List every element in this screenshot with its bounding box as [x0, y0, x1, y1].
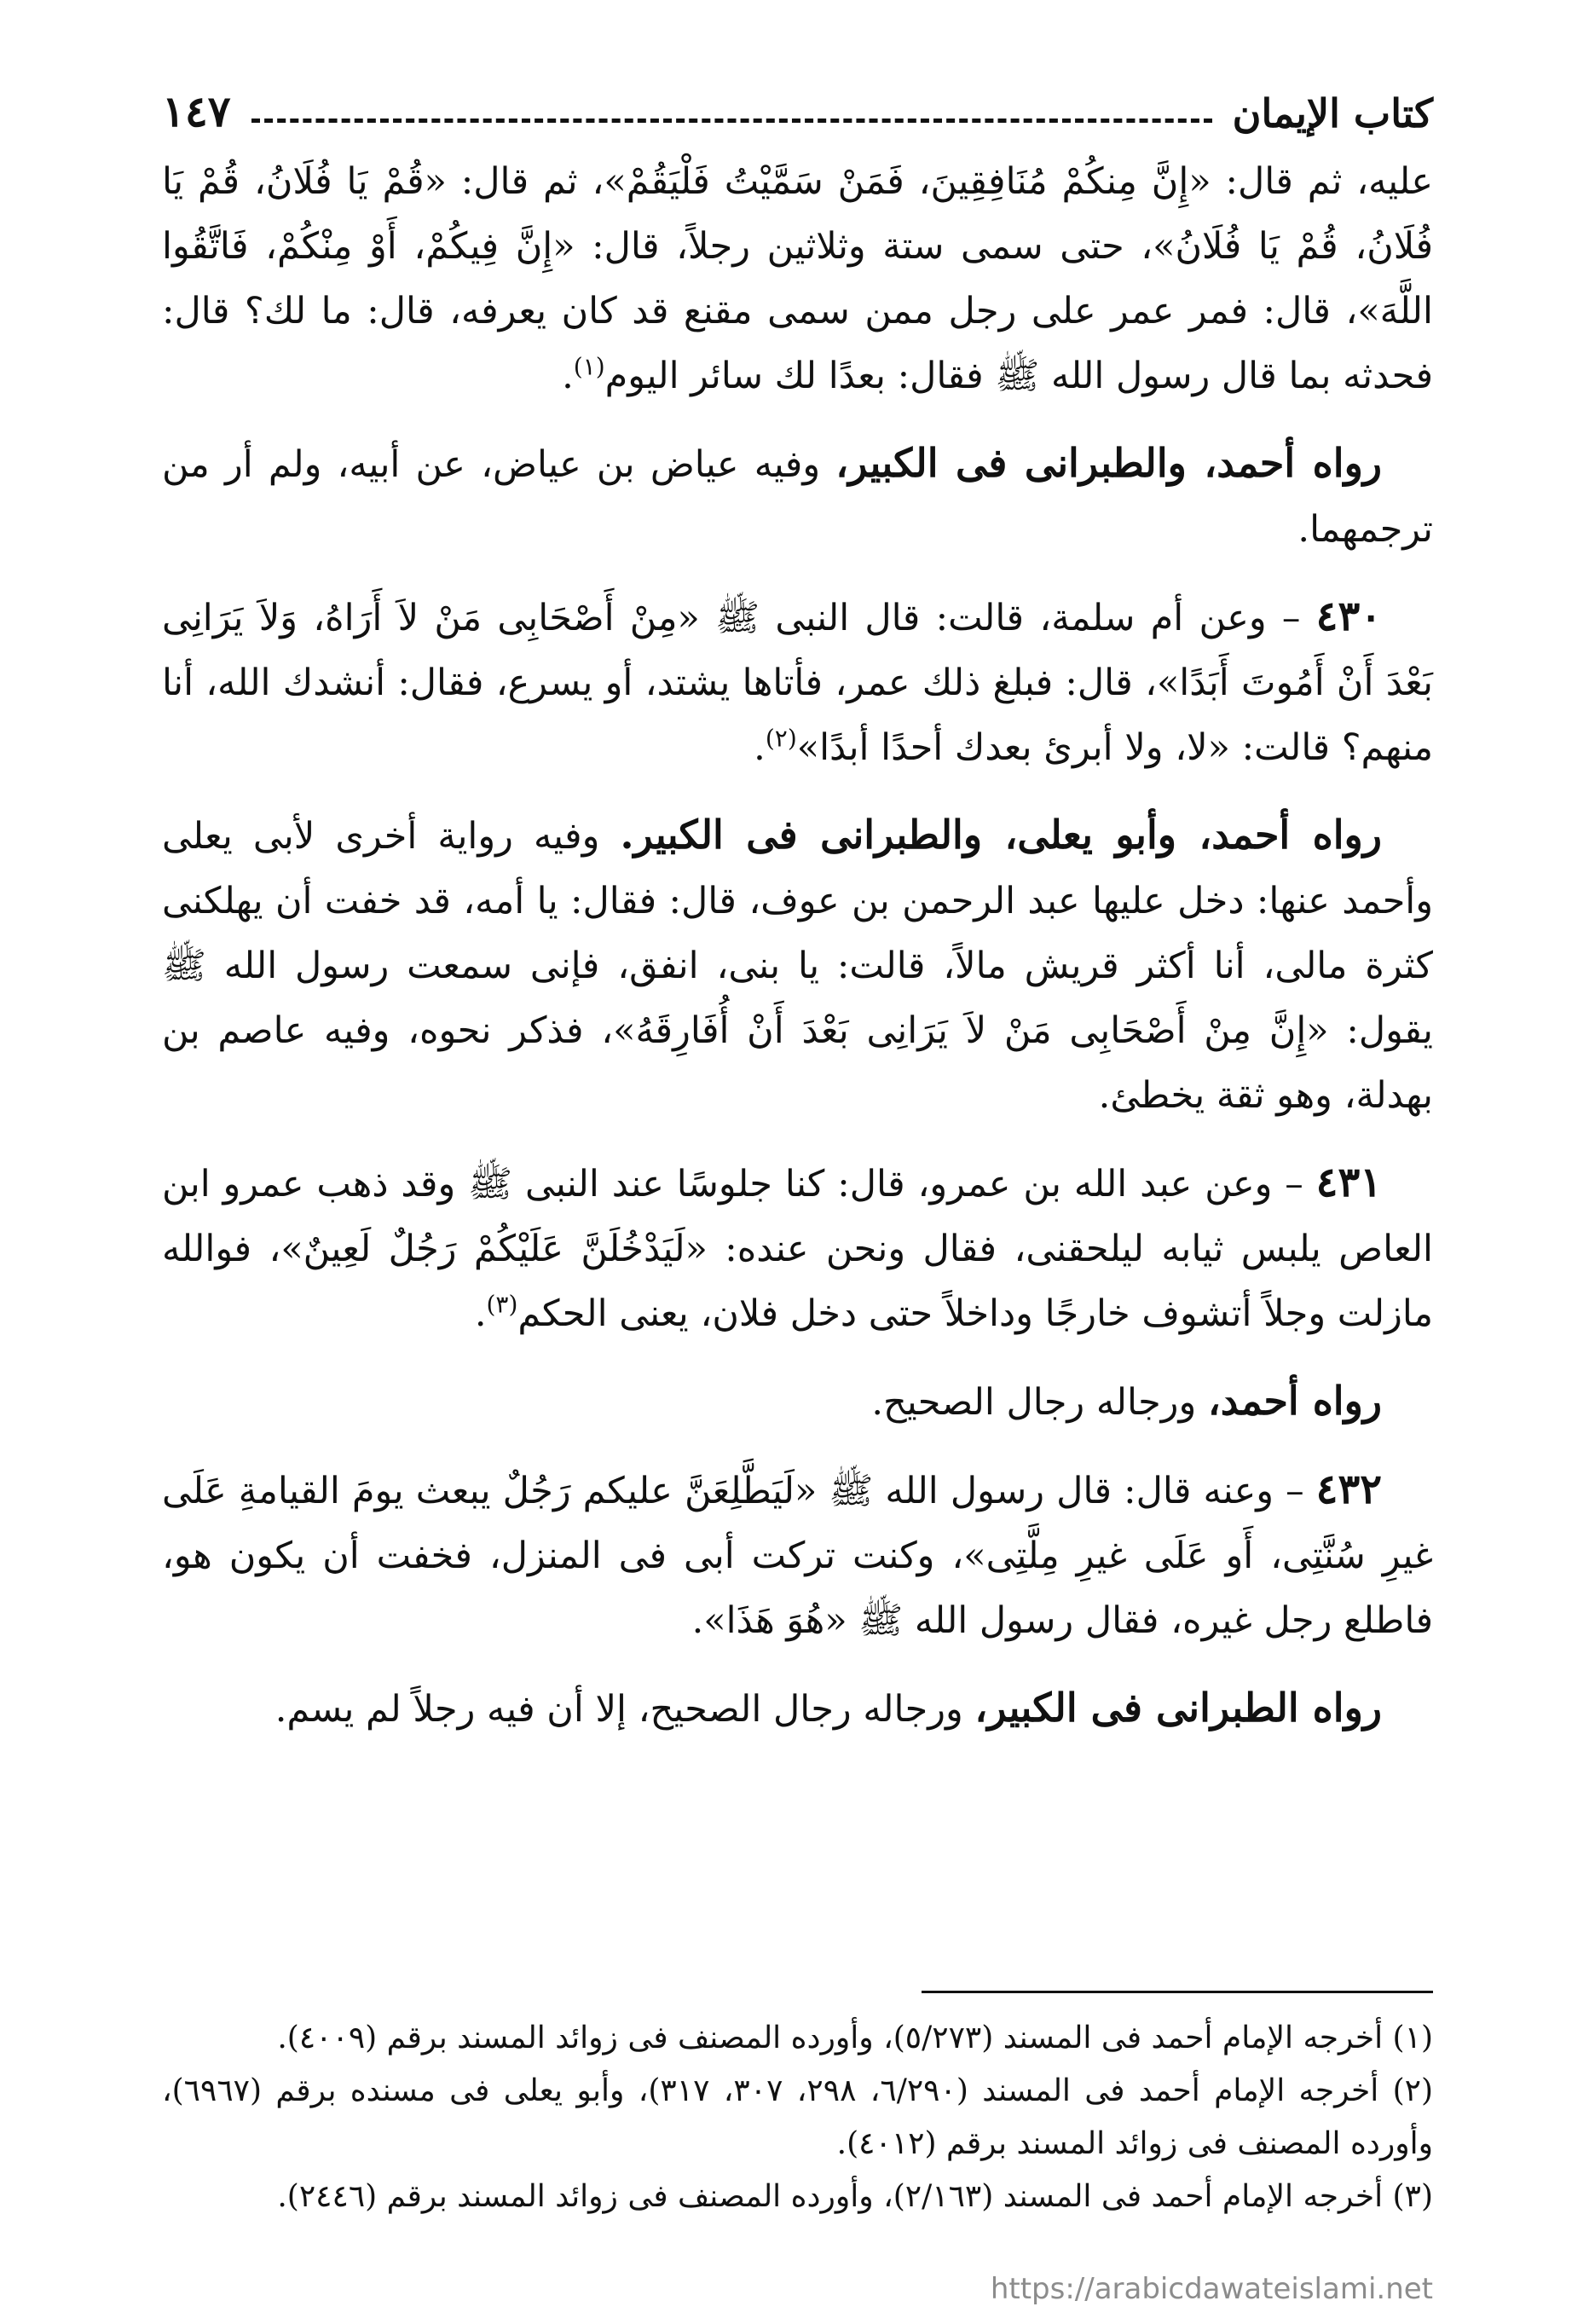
- hadith-number: ٤٣٠: [1315, 593, 1382, 640]
- paragraph-text: – وعن أم سلمة، قالت: قال النبى ﷺ «مِنْ أَصْحَابِى مَنْ لاَ أَرَاهُ، وَلاَ يَرَانِى بَعْدَ أَنْ أَمُوتَ أَبَدًا»، قال: فبلغ ذلك عمر، فأتاها يشتد، أو يسرع، فقال: أنشدك الله، أنا منهم؟ قالت: «لا، ولا أبرئ بعدك أحدًا أبدًا»: [162, 597, 1433, 769]
- citation-label: رواه أحمد، وأبو يعلى، والطبرانى فى الكبير.: [620, 812, 1382, 858]
- paragraph-end: .: [562, 355, 574, 397]
- header-dashed-rule: [251, 119, 1212, 123]
- source-watermark: https://arabicdawateislami.net: [990, 2272, 1433, 2306]
- paragraph-text: وفيه رواية أخرى لأبى يعلى وأحمد عنها: دخل عليها عبد الرحمن بن عوف، قال: فقال: يا أمه، قد خفت أن يهلكنى كثرة مالى، أنا أكثر قريش مالاً، قالت: يا بنى، انفق، فإنى سمعت رسول الله ﷺ يقول: «إِنَّ مِنْ أَصْحَابِى مَنْ لاَ يَرَانِى بَعْدَ أَنْ أُفَارِقَهُ»، فذكر نحوه، وفيه عاصم بن بهدلة، وهو ثقة يخطئ.: [162, 815, 1433, 1117]
- paragraph-text: وفيه عياض بن عياض، عن أبيه، ولم أر من ترجمهما.: [162, 443, 1433, 551]
- paragraph-citation: [162, 1368, 1433, 1435]
- hadith-430: [162, 584, 1433, 780]
- paragraph-end: .: [474, 1292, 487, 1335]
- paragraph-text: ورجاله رجال الصحيح، إلا أن فيه رجلاً لم يسم.: [275, 1688, 975, 1731]
- paragraph-text: – وعنه قال: قال رسول الله ﷺ «لَيَطَّلِعَنَّ عليكم رَجُلٌ يبعث يومَ القيامةِ عَلَى غيرِ سُنَّتِى، أَو عَلَى غيرِ مِلَّتِى»، وكنت تركت أبى فى المنزل، فخفت أن يكون هو، فاطلع رجل غيره، فقال رسول الله ﷺ «هُوَ هَذَا».: [162, 1470, 1433, 1642]
- footnote-marker: (٢): [765, 724, 797, 753]
- footnote-3: (٣) أخرجه الإمام أحمد فى المسند (٢/١٦٣)، وأورده المصنف فى زوائد المسند برقم (٢٤٤٦).: [277, 2179, 1433, 2214]
- page-header: [162, 68, 1433, 136]
- hadith-number: ٤٣١: [1315, 1159, 1382, 1206]
- paragraph-continuation: [162, 149, 1433, 408]
- citation-label: رواه أحمد،: [1207, 1378, 1382, 1424]
- footnote-marker: (٣): [486, 1290, 518, 1319]
- book-title: كتاب الإيمان: [1232, 90, 1433, 136]
- paragraph-citation: [162, 1675, 1433, 1742]
- paragraph-citation: [162, 431, 1433, 562]
- paragraph-text: عليه، ثم قال: «إِنَّ مِنكُمْ مُنَافِقِينَ، فَمَنْ سَمَّيْتُ فَلْيَقُمْ»، ثم قال: «قُمْ يَا فُلَانُ، قُمْ يَا فُلَانُ، قُمْ يَا فُلَانُ»، حتى سمى ستة وثلاثين رجلاً، قال: «إِنَّ فِيكُمْ، أَوْ مِنْكُمْ، فَاتَّقُوا اللَّهَ»، قال: فمر عمر على رجل ممن سمى مقنع قد كان يعرفه، قال: ما لك؟ قال: فحدثه بما قال رسول الله ﷺ فقال: بعدًا لك سائر اليوم: [162, 160, 1433, 397]
- citation-label: رواه أحمد، والطبرانى فى الكبير،: [835, 440, 1382, 486]
- paragraph-text: ورجاله رجال الصحيح.: [871, 1381, 1208, 1424]
- paragraph-text: – وعن عبد الله بن عمرو، قال: كنا جلوسًا عند النبى ﷺ وقد ذهب عمرو ابن العاص يلبس ثيابه ليلحقنى، فقال ونحن عنده: «لَيَدْخُلَنَّ عَلَيْكُمْ رَجُلٌ لَعِينٌ»، فوالله مازلت وجلاً أتشوف خارجًا وداخلاً حتى دخل فلان، يعنى الحكم: [162, 1163, 1433, 1335]
- paragraph-citation: [162, 802, 1433, 1128]
- hadith-431: [162, 1150, 1433, 1346]
- footnote-1: (١) أخرجه الإمام أحمد فى المسند (٥/٢٧٣)، وأورده المصنف فى زوائد المسند برقم (٤٠٠٩).: [277, 2020, 1433, 2055]
- footnote-divider: [922, 1991, 1433, 1993]
- citation-label: رواه الطبرانى فى الكبير،: [974, 1685, 1382, 1731]
- page-number: ١٤٧: [162, 86, 231, 136]
- footnotes: [162, 2012, 1433, 2223]
- paragraph-end: .: [754, 726, 766, 769]
- page-body: [162, 149, 1433, 1764]
- footnote-2: (٢) أخرجه الإمام أحمد فى المسند (٦/٢٩٠، ٢٩٨، ٣٠٧، ٣١٧)، وأبو يعلى فى مسنده برقم (٦٩٦٧)، وأورده المصنف فى زوائد المسند برقم (٤٠١٢).: [162, 2073, 1434, 2161]
- footnote-marker: (١): [573, 352, 605, 381]
- hadith-432: [162, 1457, 1433, 1653]
- hadith-number: ٤٣٢: [1315, 1466, 1382, 1513]
